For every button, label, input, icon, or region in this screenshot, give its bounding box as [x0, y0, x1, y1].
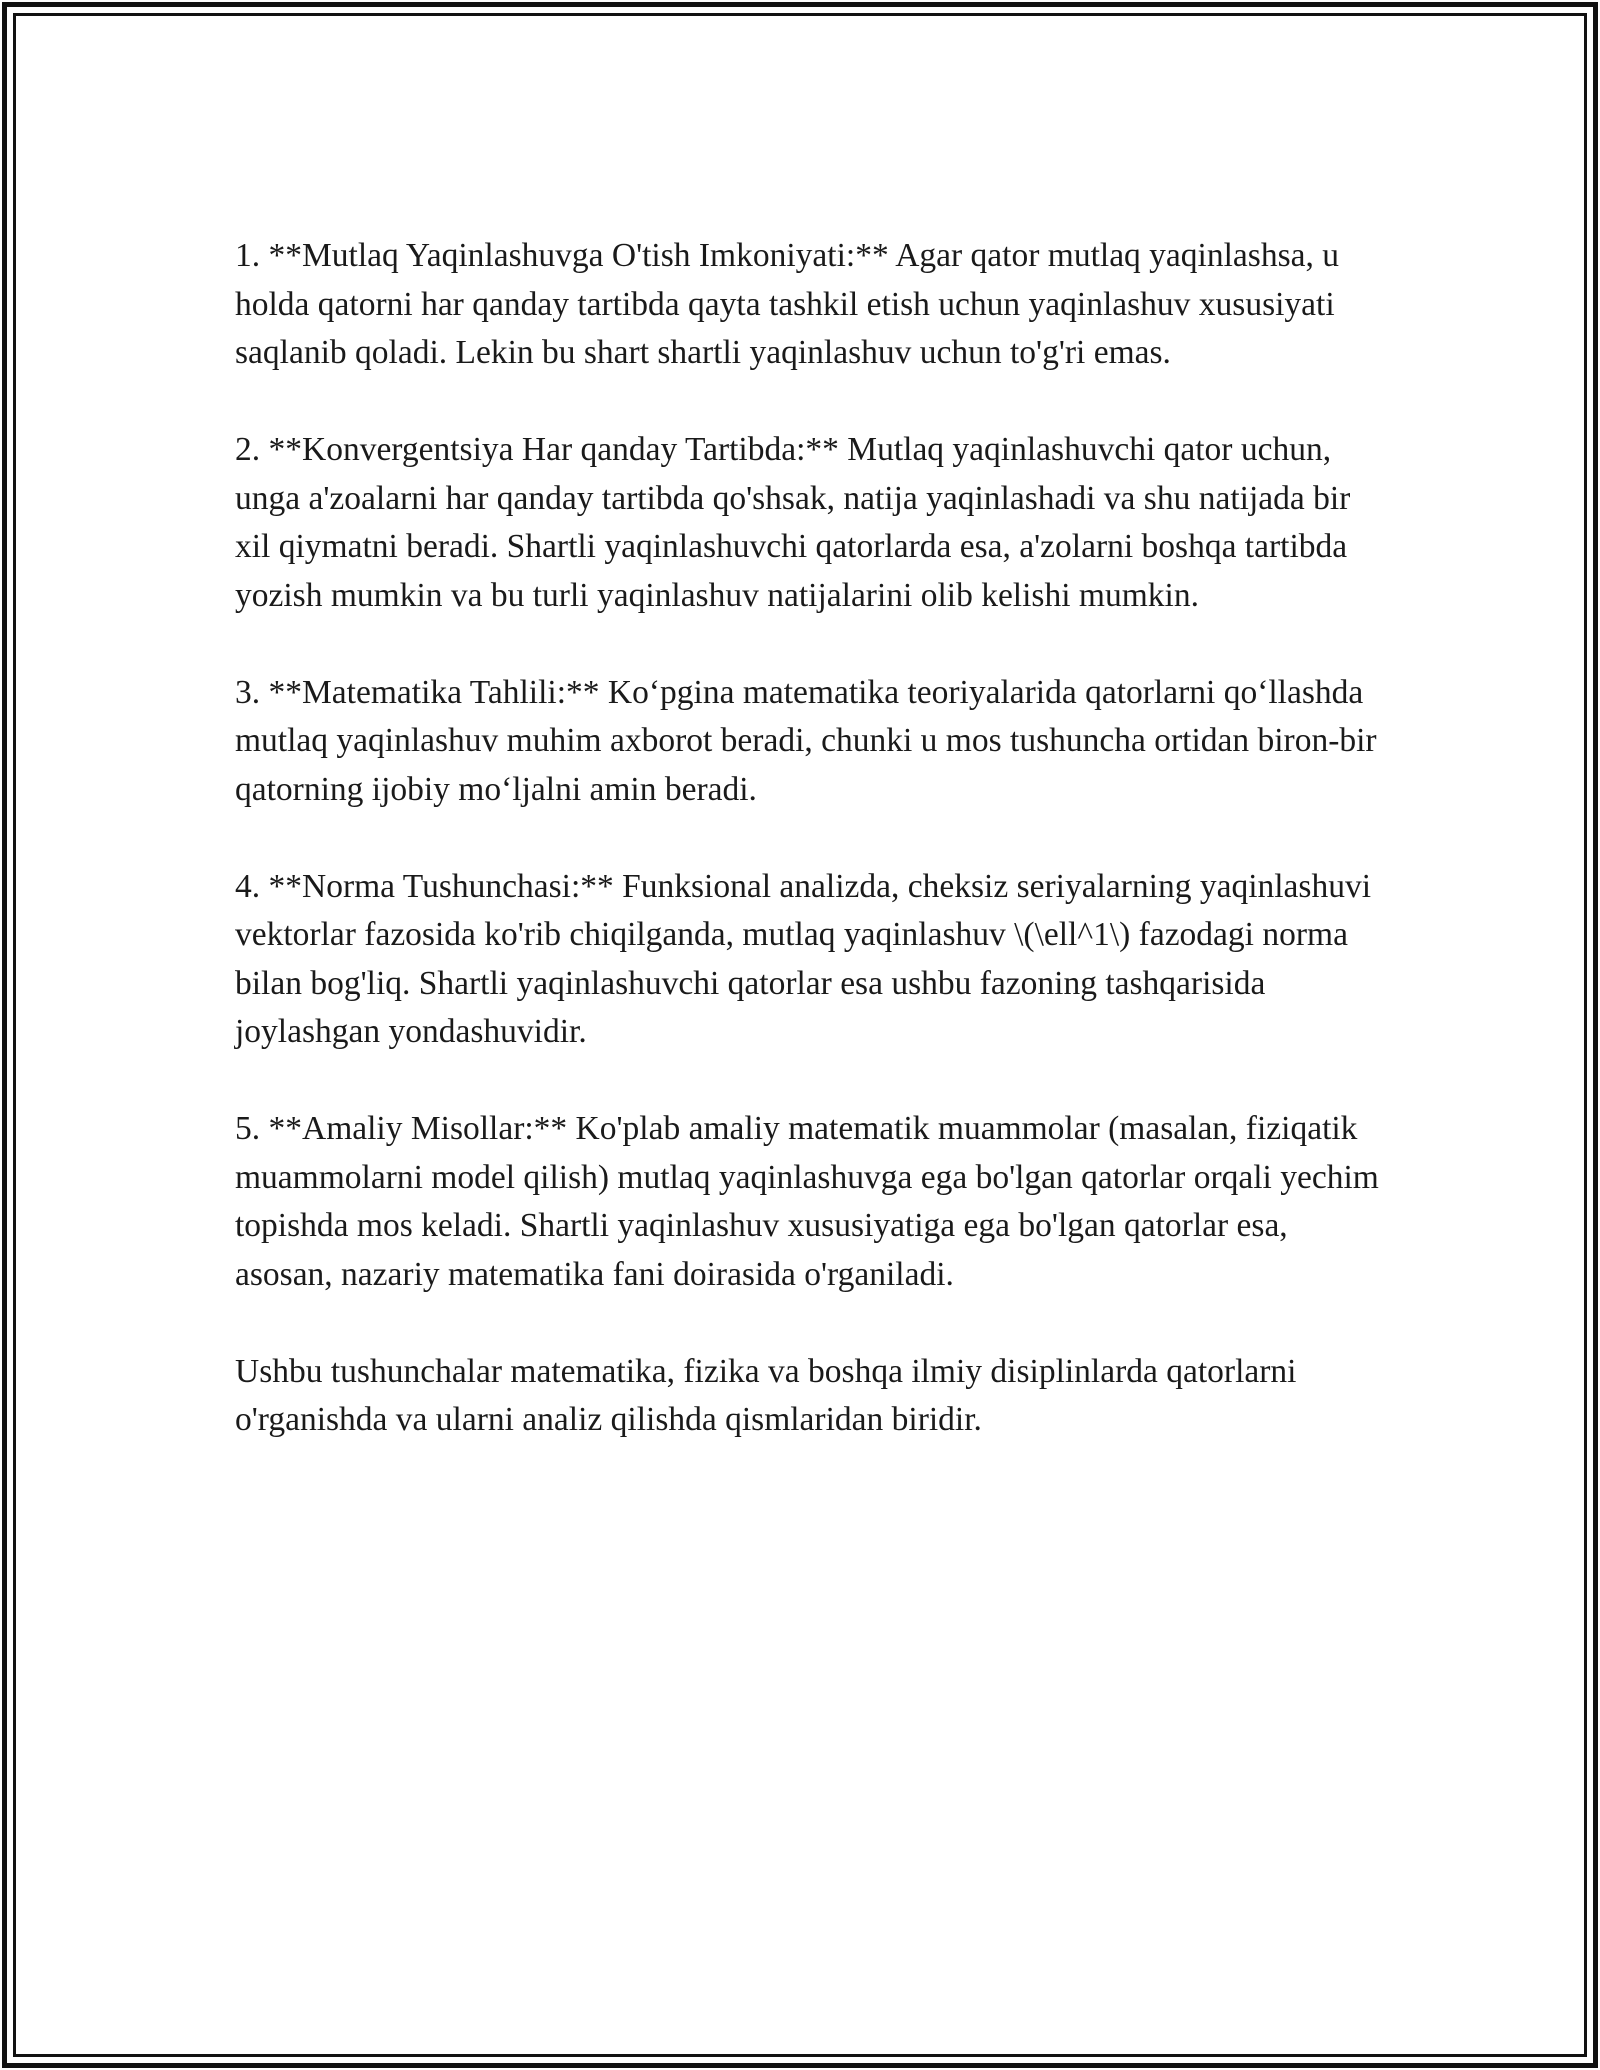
paragraph-5: 5. **Amaliy Misollar:** Ko'plab amaliy matematik muammolar (masalan, fiziqatik muammolarni model qilish) mutlaq yaqinlashuvga ega bo'lgan qatorlar orqali yechim topishda mos keladi. Shartli yaqinlashuv xususiyatiga ega bo'lgan qatorlar esa, asosan, nazariy matematika fani doirasida o'rganiladi. [235, 1110, 1379, 1293]
paragraph-1: 1. **Mutlaq Yaqinlashuvga O'tish Imkoniyati:** Agar qator mutlaq yaqinlashsa, u holda qatorni har qanday tartibda qayta tashkil etish uchun yaqinlashuv xususiyati saqlanib qoladi. Lekin bu shart shartli yaqinlashuv uchun to'g'ri emas. [235, 237, 1339, 371]
paragraph-conclusion: Ushbu tushunchalar matematika, fizika va boshqa ilmiy disiplinlarda qatorlarni o'rganishda va ularni analiz qilishda qismlaridan biridir. [235, 1352, 1297, 1438]
paragraph-3: 3. **Matematika Tahlili:** Ko‘pgina matematika teoriyalarida qatorlarni qo‘llashda mutlaq yaqinlashuv muhim axborot beradi, chunki u mos tushuncha ortidan biron-bir qatorning ijobiy mo‘ljalni amin beradi. [235, 673, 1377, 808]
document-body [235, 232, 1380, 1445]
paragraph-2: 2. **Konvergentsiya Har qanday Tartibda:** Mutlaq yaqinlashuvchi qator uchun, unga a'zoalarni har qanday tartibda qo'shsak, natija yaqinlashadi va shu natijada bir xil qiymatni beradi. Shartli yaqinlashuvchi qatorlarda esa, a'zolarni boshqa tartibda yozish mumkin va bu turli yaqinlashuv natijalarini olib kelishi mumkin. [235, 431, 1351, 614]
paragraph-4: 4. **Norma Tushunchasi:** Funksional analizda, cheksiz seriyalarning yaqinlashuvi vektorlar fazosida ko'rib chiqilganda, mutlaq yaqinlashuv \(\ell^1\) fazodagi norma bilan bog'liq. Shartli yaqinlashuvchi qatorlar esa ushbu fazoning tashqarisida joylashgan yondashuvidir. [235, 867, 1372, 1050]
